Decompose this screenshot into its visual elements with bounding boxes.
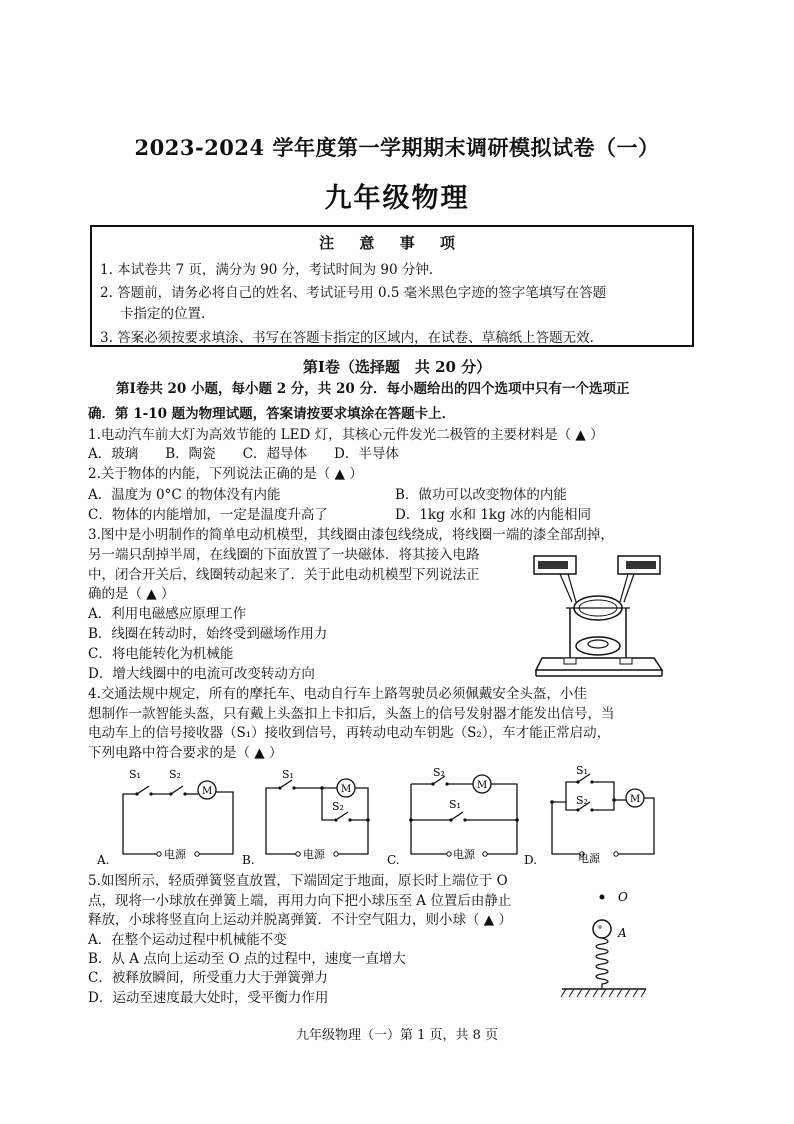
circuit-b-s2-label: S₂ <box>332 800 344 813</box>
q4-line-1: 4.交通法规中规定，所有的摩托车、电动自行车上路驾驶员必须佩戴安全头盔，小佳 <box>88 686 587 702</box>
q3-line-1: 3.图中是小明制作的简单电动机模型，其线圈由漆包线绕成，将线圈一端的漆全部刮掉， <box>88 527 614 543</box>
circuit-b-option-label: B. <box>242 853 255 867</box>
circuit-b-motor-label: M <box>341 784 352 795</box>
section-title: 第Ⅰ卷（选择题 共 20 分） <box>302 358 492 376</box>
notice-box <box>90 225 694 347</box>
q2-option-b: B．做功可以改变物体的内能 <box>395 487 567 503</box>
circuit-d-motor-label: M <box>630 794 641 805</box>
circuit-a-motor-label: M <box>202 786 213 797</box>
section-intro-1: 第Ⅰ卷共 20 小题，每小题 2 分，共 20 分．每小题给出的四个选项中只有一个选项正 <box>116 381 630 397</box>
circuit-c-option-label: C. <box>387 853 400 867</box>
q2-stem: 2.关于物体的内能，下列说法正确的是（ ▲ ） <box>88 466 363 482</box>
motor-model-figure <box>528 550 668 680</box>
circuit-a-s2-label: S₂ <box>169 768 181 781</box>
q3-option-a: A．利用电磁感应原理工作 <box>88 606 247 622</box>
section-intro-2: 确．第 1-10 题为物理试题，答案请按要求填涂在答题卡上． <box>88 406 456 422</box>
notice-item-2-cont: 卡指定的位置. <box>120 306 206 322</box>
q2-option-d: D．1kg 水和 1kg 冰的内能相同 <box>395 507 592 523</box>
circuit-c <box>385 764 530 868</box>
circuit-c-s1-label: S₁ <box>449 798 461 811</box>
circuit-a-option-label: A. <box>97 853 110 867</box>
circuit-a-power-label: 电源 <box>164 848 186 861</box>
q1-stem: 1.电动汽车前大灯为高效节能的 LED 灯，其核心元件发光二极管的主要材料是（ ▲ ） <box>88 427 604 443</box>
circuit-d-option-label: D. <box>524 853 538 867</box>
circuit-d-s2-label: S₂ <box>576 794 588 807</box>
q2-option-a: A．温度为 0°C 的物体没有内能 <box>88 487 281 503</box>
point-o-label: O <box>618 890 628 904</box>
spring-figure <box>560 885 650 1003</box>
q5-line-2: 点，现将一小球放在弹簧上端，再用力向下把小球压至 A 位置后由静止 <box>88 893 512 909</box>
q4-line-3: 电动车上的信号接收器（S₁）接收到信号，再转动电动车钥匙（S₂），车才能正常启动， <box>88 725 611 741</box>
q5-option-b: B．从 A 点向上运动至 O 点的过程中，速度一直增大 <box>88 951 406 967</box>
page-footer: 九年级物理（一）第 1 页，共 8 页 <box>295 1028 499 1043</box>
q1-options: A．玻璃 B．陶瓷 C．超导体 D．半导体 <box>88 446 399 462</box>
point-a-label: A <box>618 926 627 940</box>
q3-option-c: C．将电能转化为机械能 <box>88 646 234 662</box>
q3-line-4: 确的是（ ▲ ） <box>88 586 175 602</box>
notice-item-2: 2. 答题前，请务必将自己的姓名、考试证号用 0.5 毫米黑色字迹的签字笔填写在答题 <box>100 285 607 301</box>
circuit-c-s2-label: S₂ <box>433 766 445 779</box>
q2-option-c: C．物体的内能增加，一定是温度升高了 <box>88 507 328 523</box>
q3-option-d: D．增大线圈中的电流可改变转动方向 <box>88 666 315 682</box>
notice-item-3: 3. 答案必须按要求填涂、书写在答题卡指定的区域内，在试卷、草稿纸上答题无效. <box>100 330 594 346</box>
q5-option-a: A．在整个运动过程中机械能不变 <box>88 932 287 948</box>
q3-option-b: B．线圈在转动时，始终受到磁场作用力 <box>88 626 328 642</box>
circuit-d-power-label: 电源 <box>578 852 600 865</box>
circuit-a-s1-label: S₁ <box>129 768 141 781</box>
circuit-d-s1-label: S₁ <box>576 764 588 777</box>
q3-line-3: 中，闭合开关后，线圈转动起来了．关于此电动机模型下列说法正 <box>88 567 480 583</box>
notice-item-1: 1. 本试卷共 7 页，满分为 90 分，考试时间为 90 分钟. <box>100 262 434 278</box>
q5-line-3: 释放，小球将竖直向上运动并脱离弹簧．不计空气阻力，则小球（ ▲ ） <box>88 912 512 928</box>
q5-option-d: D．运动至速度最大处时，受平衡力作用 <box>88 990 329 1006</box>
q4-line-2: 想制作一款智能头盔，只有戴上头盔扣上卡扣后，头盔上的信号发射器才能发出信号，当 <box>88 706 615 722</box>
notice-heading: 注 意 事 项 <box>319 234 465 252</box>
exam-title: 2023-2024 学年度第一学期期末调研模拟试卷（一） <box>134 135 660 160</box>
q3-line-2: 另一端只刮掉半周，在线圈的下面放置了一块磁体．将其接入电路 <box>88 547 480 563</box>
subject-title: 九年级物理 <box>324 183 470 214</box>
circuit-b-power-label: 电源 <box>303 848 325 861</box>
circuit-d <box>522 760 662 868</box>
circuit-c-motor-label: M <box>477 780 488 791</box>
circuit-a <box>95 766 245 868</box>
q5-option-c: C．被释放瞬间，所受重力大于弹簧弹力 <box>88 970 328 986</box>
q5-line-1: 5.如图所示，轻质弹簧竖直放置，下端固定于地面，原长时上端位于 O <box>88 873 508 889</box>
circuit-b-s1-label: S₁ <box>282 768 294 781</box>
circuit-b <box>240 766 375 868</box>
circuit-c-power-label: 电源 <box>453 848 475 861</box>
q4-line-4: 下列电路中符合要求的是（ ▲ ） <box>88 745 283 761</box>
